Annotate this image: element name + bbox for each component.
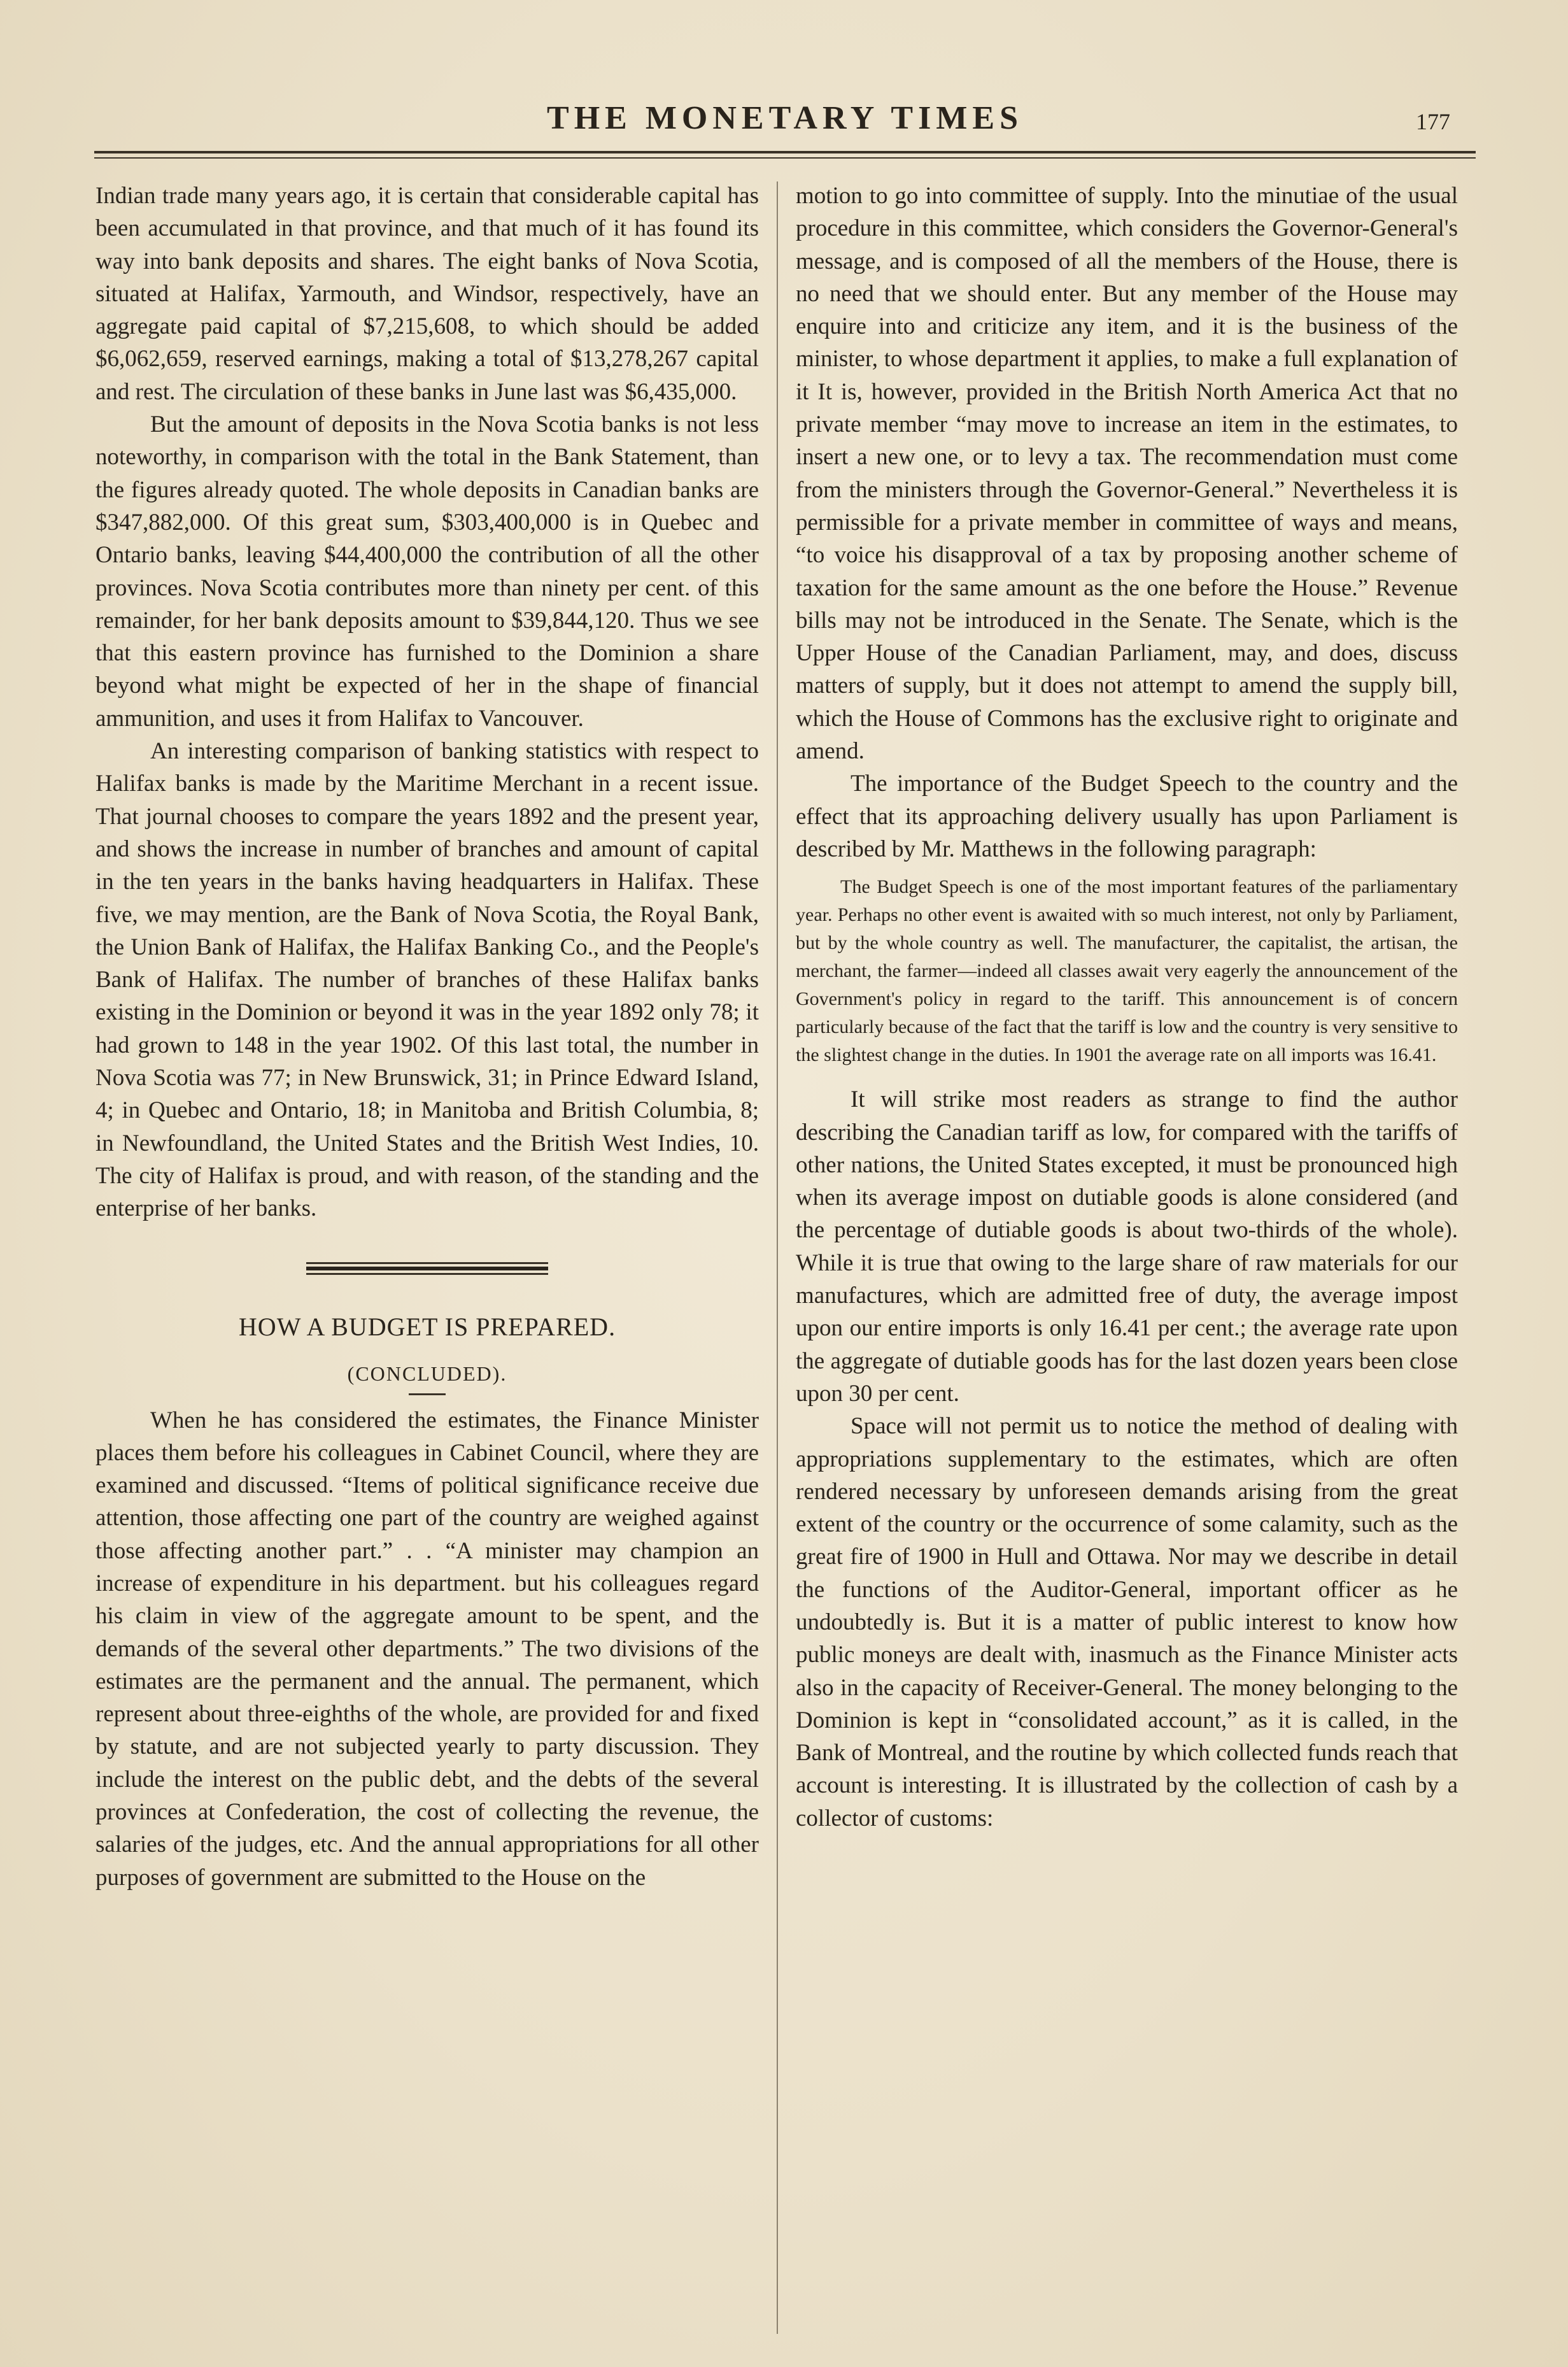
paragraph: Space will not permit us to notice the method of dealing with appropriations supplementary to the estimates, which are often rendered necessary by unforeseen demands arising from the great extent of the country or the occurrence of some calamity, such as the great fire of 1900 in Hull and Ottawa. Nor may we describe in detail the functions of the Auditor-General, important officer as he undoubtedly is. But it is a matter of public interest to know how public moneys are dealt with, inasmuch as the Finance Minister acts also in the capacity of Receiver-General. The money belonging to the Dominion is kept in “consolidated account,” as it is called, in the Bank of Montreal, and the routine by which collected funds reach that account is interesting. It is illustrated by the collection of cash by a collector of customs: xyxy=(796,1413,1458,1831)
quote-text: The Budget Speech is one of the most important features of the parliamentary year. Perhaps no other event is awaited with so much interest, not only by Parliament, but by the whole country as well. The manufacturer, the capitalist, the artisan, the merchant, the farmer—indeed all classes await very eagerly the announcement of the Government's policy in regard to the tariff. This announcement is of concern particularly because of the fact that the tariff is low and the country is very sensitive to the slightest change in the duties. In 1901 the average rate on all imports was 16.41. xyxy=(796,876,1458,1066)
block-quote xyxy=(796,873,1458,1069)
page-number: 177 xyxy=(1416,109,1450,134)
short-rule xyxy=(409,1393,446,1395)
right-column xyxy=(796,180,1458,1835)
left-column xyxy=(95,180,759,1894)
section-divider xyxy=(306,1262,548,1275)
paragraph: Indian trade many years ago, it is certain that considerable capital has been accumulated in that province, and that much of it has found its way into bank deposits and shares. The eight banks of Nova Scotia, situated at Halifax, Yarmouth, and Windsor, respectively, have an aggregate paid capital of $7,215,608, to which should be added $6,062,659, reserved earnings, making a total of $13,278,267 capital and rest. The circulation of these banks in June last was $6,435,000. xyxy=(95,183,759,405)
article-title: HOW A BUDGET IS PREPARED. xyxy=(238,1312,616,1341)
paragraph: The importance of the Budget Speech to the country and the effect that its approaching delivery usually has upon Parliament is described by Mr. Matthews in the following paragraph: xyxy=(796,771,1458,862)
header-rule-thin xyxy=(94,157,1476,159)
header-rule xyxy=(94,151,1476,153)
paragraph: But the amount of deposits in the Nova Scotia banks is not less noteworthy, in comparison with the total in the Bank Statement, than the figures already quoted. The whole deposits in Canadian banks are $347,882,000. Of this great sum, $303,400,000 is in Quebec and Ontario banks, leaving $44,400,000 the contribution of all the other provinces. Nova Scotia contributes more than ninety per cent. of this remainder, for her bank deposits amount to $39,844,120. Thus we see that this eastern province has furnished to the Dominion a share beyond what might be expected of her in the shape of financial ammunition, and uses it from Halifax to Vancouver. xyxy=(95,411,759,732)
page-header xyxy=(94,96,1476,140)
paragraph: It will strike most readers as strange to find the author describing the Canadian tariff as low, for compared with the tariffs of other nations, the United States excepted, it must be pronounced high when its average impost on dutiable goods is alone considered (and the percentage of dutiable goods is about two-thirds of the whole). While it is true that owing to the large share of raw materials for our manufactures, which are admitted free of duty, the average impost upon our entire imports is only 16.41 per cent.; the average rate upon the aggregate of dutiable goods has for the last dozen years been close upon 30 per cent. xyxy=(796,1086,1458,1407)
column-divider xyxy=(777,181,778,2334)
paragraph: An interesting comparison of banking statistics with respect to Halifax banks is made by the Maritime Merchant in a recent issue. That journal chooses to compare the years 1892 and the present year, and shows the increase in number of branches and amount of capital in the ten years in the banks having headquarters in Halifax. These five, we may mention, are the Bank of Nova Scotia, the Royal Bank, the Union Bank of Halifax, the Halifax Banking Co., and the People's Bank of Halifax. The number of branches of these Halifax banks existing in the Dominion or beyond it was in the year 1892 only 78; it had grown to 148 in the year 1902. Of this last total, the number in Nova Scotia was 77; in New Brunswick, 31; in Prince Edward Island, 4; in Quebec and Ontario, 18; in Manitoba and British Columbia, 8; in Newfoundland, the United States and the British West Indies, 10. The city of Halifax is proud, and with reason, of the standing and the enterprise of her banks. xyxy=(95,738,759,1222)
paragraph: motion to go into committee of supply. Into the minutiae of the usual procedure in this committee, which considers the Governor-General's message, and is composed of all the members of the House, there is no need that we should enter. But any member of the House may enquire into and criticize any item, and it is the business of the minister, to whose department it applies, to make a full explanation of it It is, however, provided in the British North America Act that no private member “may move to increase an item in the estimates, to insert a new one, or to levy a tax. The recommendation must come from the ministers through the Governor-General.” Nevertheless it is permissible for a private member in committee of ways and means, “to voice his disapproval of a tax by proposing another scheme of taxation for the same amount as the one before the House.” Revenue bills may not be introduced in the Senate. The Senate, which is the Upper House of the Canadian Parliament, may, and does, discuss matters of supply, but it does not attempt to amend the supply bill, which the House of Commons has the exclusive right to originate and amend. xyxy=(796,183,1458,765)
masthead: THE MONETARY TIMES xyxy=(547,100,1023,136)
article-subtitle: (CONCLUDED). xyxy=(347,1361,507,1385)
paragraph: When he has considered the estimates, the Finance Minister places them before his colleagues in Cabinet Council, where they are examined and discussed. “Items of political significance receive due attention, those affecting one part of the country are weighed against those affecting another part.” . . “A minister may champion an increase of expenditure in his department. but his colleagues regard his claim in view of the aggregate amount to be spent, and the demands of the several other departments.” The two divisions of the estimates are the permanent and the annual. The permanent, which represent about three-eighths of the whole, are provided for and fixed by statute, and are not subjected yearly to party discussion. They include the interest on the public debt, and the debts of the several provinces at Confederation, the cost of collecting the revenue, the salaries of the judges, etc. And the annual appropriations for all other purposes of government are submitted to the House on the xyxy=(95,1407,759,1891)
